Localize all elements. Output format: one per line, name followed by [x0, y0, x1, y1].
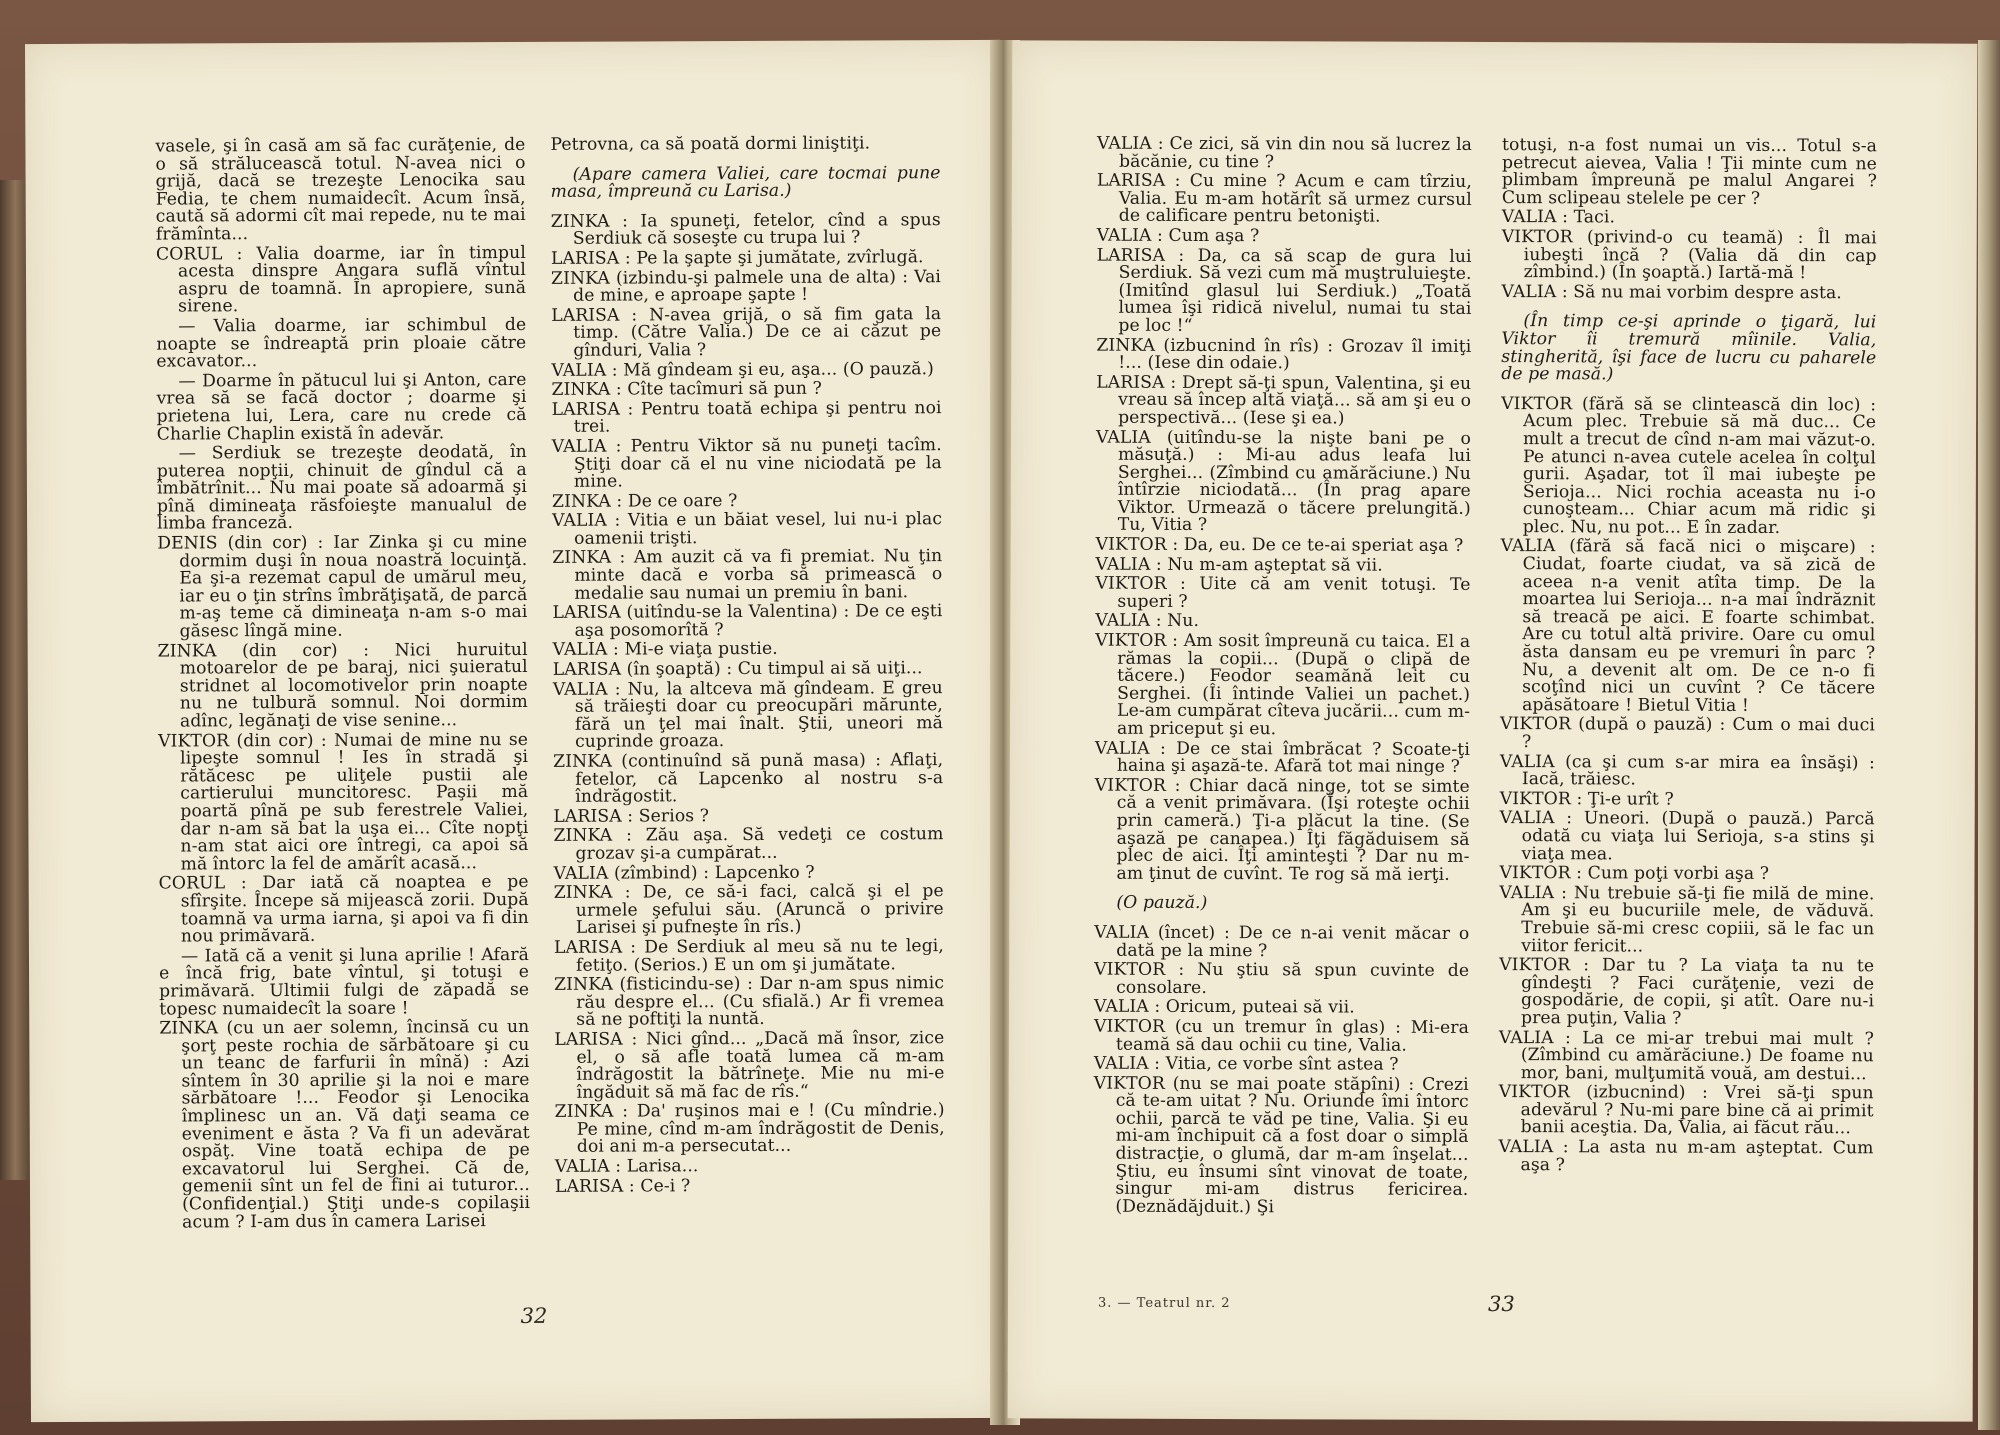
- dialogue-paragraph: VALIA : Cum aşa ?: [1096, 225, 1260, 247]
- dialogue-paragraph: ZINKA (continuînd să pună masa) : Aflaţi, fetelor, că Lapcenko al nostru s-a îndrăgostit.: [553, 750, 944, 807]
- dialogue-paragraph: VALIA : Larisa...: [554, 1156, 699, 1177]
- dialogue-paragraph: DENIS (din cor) : Iar Zinka şi cu mine dormim duşi în noua noastră locuinţă. Ea şi-a rezemat capul de umărul meu, iar eu o ţin strîns îmbrăţişată, de parcă m-aş teme că dimineaţa n-am s-o mai găsesc lîngă mine.: [157, 532, 528, 642]
- dialogue-paragraph: — Serdiuk se trezeşte deodată, în puterea nopţii, chinuit de gîndul că a îmbătrînit... Nu mai poate să adoarmă şi pînă dimineaţa răsfoieşte manualul de limba franceză.: [156, 442, 528, 535]
- dialogue-paragraph: ZINKA : Ia spuneţi, fetelor, cînd a spus Serdiuk că soseşte cu trupa lui ?: [550, 209, 941, 250]
- dialogue-paragraph: VALIA : La ce mi-ar trebui mai mult ? (Zîmbind cu amărăciune.) De foame nu mor, bani, mulţumită vouă, am destui...: [1498, 1027, 1874, 1084]
- dialogue-paragraph: VIKTOR (cu un tremur în glas) : Mi-era teamă să dau ochii cu tine, Valia.: [1093, 1016, 1469, 1056]
- dialogue-paragraph: VALIA : Pentru Viktor să nu puneţi tacîm. Ştiţi doar că el nu vine niciodată pe la mine.: [551, 435, 942, 492]
- dialogue-paragraph: VALIA : Nu, la altceva mă gîndeam. E greu să trăieşti doar cu preocupări mărunte, fără un ţel mai înalt. Ştii, uneori mă cuprinde groaza.: [552, 677, 944, 753]
- dialogue-paragraph: VALIA (uitîndu-se la nişte bani pe o măsuţă.) : Mi-au adus leafa lui Serghei... (Zîmbind cu amărăciune.) Nu întîrzie niciodată... (În prag apare Viktor. Urmează o tăcere prelungită.) Tu, Vitia ?: [1095, 427, 1472, 536]
- stage-direction: (O pauză.): [1116, 893, 1208, 914]
- dialogue-paragraph: LARISA : Pentru toată echipa şi pentru noi trei.: [551, 397, 942, 438]
- right-page-number: 33: [1487, 1291, 1515, 1317]
- dialogue-paragraph: VALIA : Vitia, ce vorbe sînt astea ?: [1093, 1053, 1399, 1075]
- dialogue-paragraph: LARISA : Ce-i ?: [554, 1175, 691, 1197]
- dialogue-paragraph: VALIA : De ce stai îmbrăcat ? Scoate-ţi haina şi aşază-te. Afară tot mai ninge ?: [1094, 738, 1470, 778]
- dialogue-paragraph: VIKTOR (din cor) : Numai de mine nu se lipeşte somnul ! Ies în stradă şi rătăcesc pe uliţele pustii ale cartierului muncitoresc. Paşii mă poartă pînă pe sub ferestrele Valiei, dar n-am să bat la uşa ei... Cîte nopţi n-am stat aici ore întregi, ca apoi să mă întorc la fel de amărît acasă...: [157, 729, 529, 875]
- dialogue-paragraph: ZINKA (izbindu-şi palmele una de alta) : Vai de mine, e aproape şapte !: [550, 266, 942, 306]
- dialogue-paragraph: VALIA : Vitia e un băiat vesel, lui nu-i plac oamenii trişti.: [552, 509, 943, 549]
- dialogue-paragraph: VIKTOR : Cum poţi vorbi aşa ?: [1499, 863, 1770, 885]
- dialogue-paragraph: VALIA : Mă gîndeam şi eu, aşa... (O pauză.): [551, 358, 934, 381]
- dialogue-paragraph: VIKTOR : Uite că am venit totuşi. Te superi ?: [1095, 573, 1471, 612]
- dialogue-paragraph: ZINKA (fisticindu-se) : Dar n-am spus nimic rău despre el... (Cu sfială.) Ar fi vremea să ne poftiţi la nuntă.: [554, 973, 945, 1031]
- dialogue-paragraph: VALIA : Să nu mai vorbim despre asta.: [1501, 281, 1842, 303]
- dialogue-paragraph: CORUL : Dar iată că noaptea e pe sfîrşite. Începe să mijească zorii. După toamnă va urma iarna, şi apoi va fi din nou primăvară.: [158, 872, 529, 947]
- dialogue-paragraph: ZINKA : De, ce să-i faci, calcă şi el pe urmele şefului său. (Aruncă o privire Larisei şi pufneşte în rîs.): [553, 881, 944, 939]
- dialogue-paragraph: VALIA (ca şi cum s-ar mira ea însăşi) : Iacă, trăiesc.: [1499, 751, 1875, 790]
- dialogue-paragraph: VIKTOR : Ţi-e urît ?: [1499, 788, 1674, 810]
- stage-direction: (În timp ce-şi aprinde o ţigară, lui Viktor îi tremură mîinile. Valia, stingherită, îşi face de lucru cu paharele de pe masă.): [1501, 311, 1877, 385]
- dialogue-paragraph: VALIA : Oricum, puteai să vii.: [1093, 996, 1355, 1018]
- dialogue-paragraph: ZINKA : De ce oare ?: [551, 490, 738, 512]
- dialogue-paragraph: VIKTOR : Nu ştiu să spun cuvinte de consolare.: [1094, 959, 1470, 998]
- dialogue-paragraph: LARISA (în şoaptă) : Cu timpul ai să uiţi...: [552, 658, 923, 680]
- dialogue-paragraph: VIKTOR : Dar tu ? La viaţa ta nu te gîndeşti ? Faci curăţenie, vezi de gospodărie, de copii, şi atît. Oare nu-i prea puţin, Valia ?: [1499, 955, 1875, 1029]
- dialogue-paragraph: VALIA : Nu trebuie să-ţi fie milă de mine. Am şi eu bucuriile mele, de văduvă. Trebuie să-mi cresc copiii, să le fac un viitor fericit...: [1499, 882, 1875, 957]
- dialogue-paragraph: VIKTOR (privind-o cu teamă) : Îl mai iubeşti încă ? (Valia dă din cap zîmbind.) (În şoaptă.) Iartă-mă !: [1501, 226, 1877, 284]
- dialogue-paragraph: — Doarme în pătucul lui şi Anton, care vrea să se facă doctor ; doarme şi prietena lui, Lera, care nu crede că Charlie Chaplin există în adevăr.: [156, 369, 527, 445]
- dialogue-paragraph: LARISA : Drept să-ţi spun, Valentina, şi eu vreau să încep altă viaţă... să am şi eu o perspectivă... (Iese şi ea.): [1096, 372, 1472, 429]
- dialogue-paragraph: ZINKA (izbucnind în rîs) : Grozav îl imiţi !... (Iese din odaie.): [1096, 335, 1472, 374]
- dialogue-paragraph: LARISA : Nici gînd... „Dacă mă însor, zice el, o să afle toată lumea că m-am îndrăgostit la bătrîneţe. Mie nu mi-e îngăduit să mă fac de rîs.“: [554, 1028, 945, 1103]
- dialogue-paragraph: VALIA : Ce zici, să vin din nou să lucrez la băcănie, cu tine ?: [1097, 133, 1473, 172]
- left-page-column-2: [550, 135, 945, 1198]
- dialogue-paragraph: VALIA : Nu m-am aşteptat să vii.: [1095, 554, 1383, 576]
- dialogue-paragraph: CORUL : Valia doarme, iar în timpul acesta dinspre Angara suflă vîntul aspru de toamnă. În apropiere, sună sirene.: [155, 242, 527, 317]
- dialogue-paragraph: VIKTOR (izbucnind) : Vrei să-ţi spun adevărul ? Nu-mi pare bine că ai primit banii aceştia. Da, Valia, ai făcut rău...: [1498, 1082, 1874, 1139]
- left-page: [25, 40, 1006, 1422]
- dialogue-paragraph: ZINKA : Da' ruşinos mai e ! (Cu mîndrie.) Pe mine, cînd m-am îndrăgostit de Denis, doi ani m-a persecutat...: [554, 1100, 945, 1158]
- dialogue-paragraph: VIKTOR : Da, eu. De ce te-ai speriat aşa ?: [1095, 534, 1464, 556]
- dialogue-paragraph: LARISA : N-avea grijă, o să fim gata la timp. (Către Valia.) De ce ai căzut pe gînduri, Valia ?: [551, 303, 942, 361]
- stage-direction: (Apare camera Valiei, care tocmai pune masa, împreună cu Larisa.): [550, 162, 941, 203]
- right-page-footer: 3. — Teatrul nr. 2: [1097, 1295, 1231, 1312]
- right-page-column-1: [1093, 133, 1473, 1220]
- dialogue-paragraph: VIKTOR : Am sosit împreună cu taica. El a rămas la copii... (După o clipă de tăcere.) Feodor seamănă leit cu Serghei. (Îi întinde Valiei un pachet.) Le-am cumpărat cîteva jucării... cum m-am priceput şi eu.: [1095, 630, 1471, 740]
- dialogue-paragraph: vasele, şi în casă am să fac curăţenie, de o să strălucească totul. N-avea nici o grijă, dacă se trezeşte Lenocika sau Fedia, te chem numaidecît. Acum însă, caută să adormi cît mai repede, nu te mai frămînta...: [155, 134, 526, 245]
- book-page-edges-right: [1978, 40, 2000, 1430]
- dialogue-paragraph: VALIA : Mi-e viaţa pustie.: [552, 639, 778, 661]
- dialogue-paragraph: LARISA : Cu mine ? Acum e cam tîrziu, Valia. Eu m-am hotărît să urmez cursul de calificare pentru betonişti.: [1096, 170, 1472, 227]
- dialogue-paragraph: ZINKA : Zău aşa. Să vedeţi ce costum grozav şi-a cumpărat...: [553, 824, 944, 864]
- dialogue-paragraph: LARISA : De Serdiuk al meu să nu te legi, fetiţo. (Serios.) E un om şi jumătate.: [553, 936, 944, 976]
- dialogue-paragraph: totuşi, n-a fost numai un vis... Totul s-a petrecut aievea, Valia ! Ţii minte cum ne plimbam împreună pe malul Angarei ? Cum sclipeau stelele pe cer ?: [1501, 135, 1878, 209]
- dialogue-paragraph: VIKTOR (fără să se clintească din loc) : Acum plec. Trebuie să mă duc... Ce mult a trecut de cînd n-am mai văzut-o. Pe atunci n-avea cutele acelea în colţul gurii. Aşadar, tot îl mai iubeşte pe Serioja... Nici rochia aceasta nu i-o cunoşteam... Chiar acum mă ridic şi plec. Nu, nu pot... E în zadar.: [1501, 393, 1877, 538]
- dialogue-paragraph: LARISA : Serios ?: [553, 805, 710, 827]
- dialogue-paragraph: VALIA : Nu.: [1095, 611, 1200, 632]
- left-page-column-1: [155, 134, 531, 1234]
- right-page: [1008, 40, 1978, 1421]
- dialogue-paragraph: VALIA (fără să facă nici o mişcare) : Ciudat, foarte ciudat, va să zică de aceea n-a venit atîta timp. De la moartea lui Serioja... n-a mai îndrăznit să treacă pe aici. E foarte schimbat. Are cu totul altă privire. Oare cu omul ăsta dansam eu pe vremuri în parc ? Nu, a devenit alt om. De ce n-o fi scoţînd nici un cuvînt ? Ce tăcere apăsătoare ! Bietul Vitia !: [1500, 536, 1876, 716]
- dialogue-paragraph: VALIA (zîmbind) : Lapcenko ?: [553, 862, 815, 884]
- dialogue-paragraph: VALIA : La asta nu m-am aşteptat. Cum aşa ?: [1498, 1137, 1874, 1175]
- dialogue-paragraph: — Valia doarme, iar schimbul de noapte se îndreaptă prin ploaie către excavator...: [156, 314, 527, 372]
- dialogue-paragraph: VIKTOR : Chiar dacă ninge, tot se simte că a venit primăvara. (Îşi roteşte ochii prin cameră.) Ţi-a plăcut la tine. (Se aşază pe canapea.) Îţi făgăduisem să plec de aici. Îţi aminteşti ? Dar nu m-am ţinut de cuvînt. Te rog să mă ierţi.: [1094, 775, 1470, 885]
- dialogue-paragraph: LARISA : Pe la şapte şi jumătate, zvîrlugă.: [550, 247, 924, 269]
- dialogue-paragraph: — Iată că a venit şi luna aprilie ! Afară e încă frig, bate vîntul, şi totuşi e primăvară. Ultimii fulgi de zăpadă se topesc numaidecît la soare !: [159, 944, 530, 1020]
- dialogue-paragraph: ZINKA : Am auzit că va fi premiat. Nu ţin minte dacă e vorba să primească o medalie sau numai un premiu în bani.: [552, 546, 943, 604]
- dialogue-paragraph: LARISA (uitîndu-se la Valentina) : De ce eşti aşa posomorîtă ?: [552, 601, 943, 641]
- dialogue-paragraph: Petrovna, ca să poată dormi liniştiţi.: [550, 133, 871, 155]
- dialogue-paragraph: LARISA : Da, ca să scap de gura lui Serdiuk. Să vezi cum mă muştruluieşte. (Imitînd glasul lui Serdiuk.) „Toată lumea îşi ridică nivelul, numai tu stai pe loc !“: [1096, 245, 1472, 336]
- dialogue-paragraph: ZINKA (cu un aer solemn, încinsă cu un şorţ peste rochia de sărbătoare şi cu un teanc de farfurii în mînă) : Azi sîntem în 30 aprilie şi la noi e mare sărbătoare !... Feodor şi Lenocika împlinesc un an. Vă daţi seama ce eveniment e ăsta ? Va fi un adevărat ospăţ. Vine toată echipa de pe excavatorul lui Serghei. Că de, gemenii sînt un fel de fini ai tuturor... (Confidenţial.) Ştiţi unde-s copilaşii acum ? I-am dus în camera Larisei: [159, 1017, 531, 1233]
- right-page-column-2: [1498, 137, 1877, 1178]
- dialogue-paragraph: VIKTOR (după o pauză) : Cum o mai duci ?: [1499, 714, 1876, 753]
- dialogue-paragraph: ZINKA : Cîte tacîmuri să pun ?: [551, 378, 822, 400]
- dialogue-paragraph: VALIA : Uneori. (După o pauză.) Parcă odată cu viaţa lui Serioja, s-a stins şi viaţa mea.: [1499, 808, 1875, 864]
- dialogue-paragraph: VALIA : Taci.: [1501, 207, 1616, 228]
- left-page-number: 32: [520, 1303, 548, 1328]
- dialogue-paragraph: VIKTOR (nu se mai poate stăpîni) : Crezi că te-am uitat ? Nu. Oriunde îmi întorc ochii, parcă te văd pe tine, Valia. Şi eu mi-am închipuit că a fost doar o simplă distracţie, o glumă, dar m-am înşelat... Ştiu, eu însumi sînt vinovat de toate, singur mi-am distrus fericirea. (Deznădăjduit.) Şi: [1093, 1073, 1469, 1218]
- dialogue-paragraph: ZINKA (din cor) : Nici huruitul motoarelor de pe baraj, nici şuieratul stridnet al locomotivelor prin noapte nu ne tulbură somnul. Noi dormim adînc, legănaţi de vise senine...: [157, 639, 528, 732]
- dialogue-paragraph: VALIA (încet) : De ce n-ai venit măcar o dată pe la mine ?: [1094, 922, 1470, 961]
